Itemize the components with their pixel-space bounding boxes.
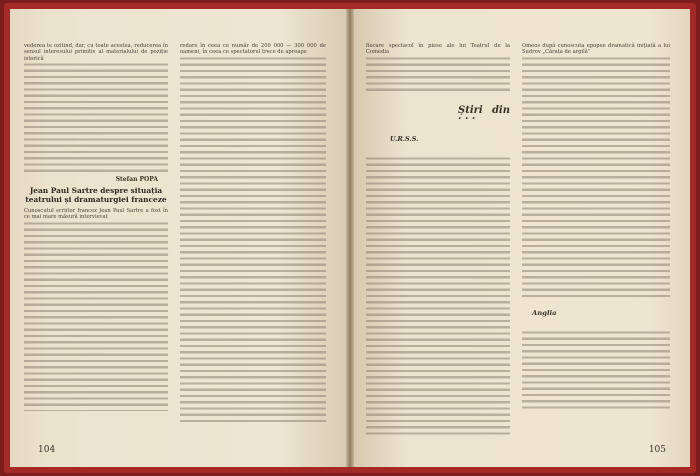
author-signature: Stefan POPA <box>115 175 158 183</box>
left-column-2 <box>180 43 326 433</box>
book-gutter <box>346 9 354 467</box>
text-block <box>522 56 670 300</box>
text-block <box>522 330 670 410</box>
text-block <box>180 56 326 426</box>
subheading-urss: U.R.S.S. <box>390 134 419 143</box>
right-page <box>354 9 690 467</box>
left-col1-after-title: Cunoscutul scriitor francez Jean Paul Sartre a fost în ce mai mare măsură intervievat <box>24 208 168 221</box>
text-block <box>366 156 510 438</box>
section-title: Știri din . . . <box>458 104 510 122</box>
right-col2-top-text: Omeos după cunoscuta epopee dramatică inițiată a lui Sudrov „Cărața de argilă” <box>522 43 670 56</box>
page-number-right: 105 <box>648 445 666 455</box>
left-col2-top-text: redare în ceea ce număr de 200 000 — 300 000 de oameni, în ceea ce spectatorul trece de aproape <box>180 43 326 56</box>
left-page <box>10 9 346 467</box>
book-spread <box>4 3 696 473</box>
text-block <box>366 56 510 92</box>
page-number-left: 104 <box>38 445 56 455</box>
left-column-1 <box>24 43 168 433</box>
anglia-header <box>522 302 670 330</box>
text-block <box>24 62 168 175</box>
subheading-anglia: Anglia <box>532 308 557 317</box>
news-header <box>366 94 510 156</box>
right-column-2 <box>522 43 670 433</box>
article-title: Jean Paul Sartre despre situația teatrului și dramaturgiei franceze <box>25 186 167 204</box>
right-col1-top-text: fiecare spectacol în piese ale lui Teatrul de la Comedia <box>366 43 510 56</box>
right-column-1 <box>366 43 510 433</box>
text-block <box>24 221 168 411</box>
left-col1-top-text: vederea te ozitind, dar, cu toate acestea, reducerea în sensul interesului primitiv al materialului de poziție istorică <box>24 43 168 62</box>
